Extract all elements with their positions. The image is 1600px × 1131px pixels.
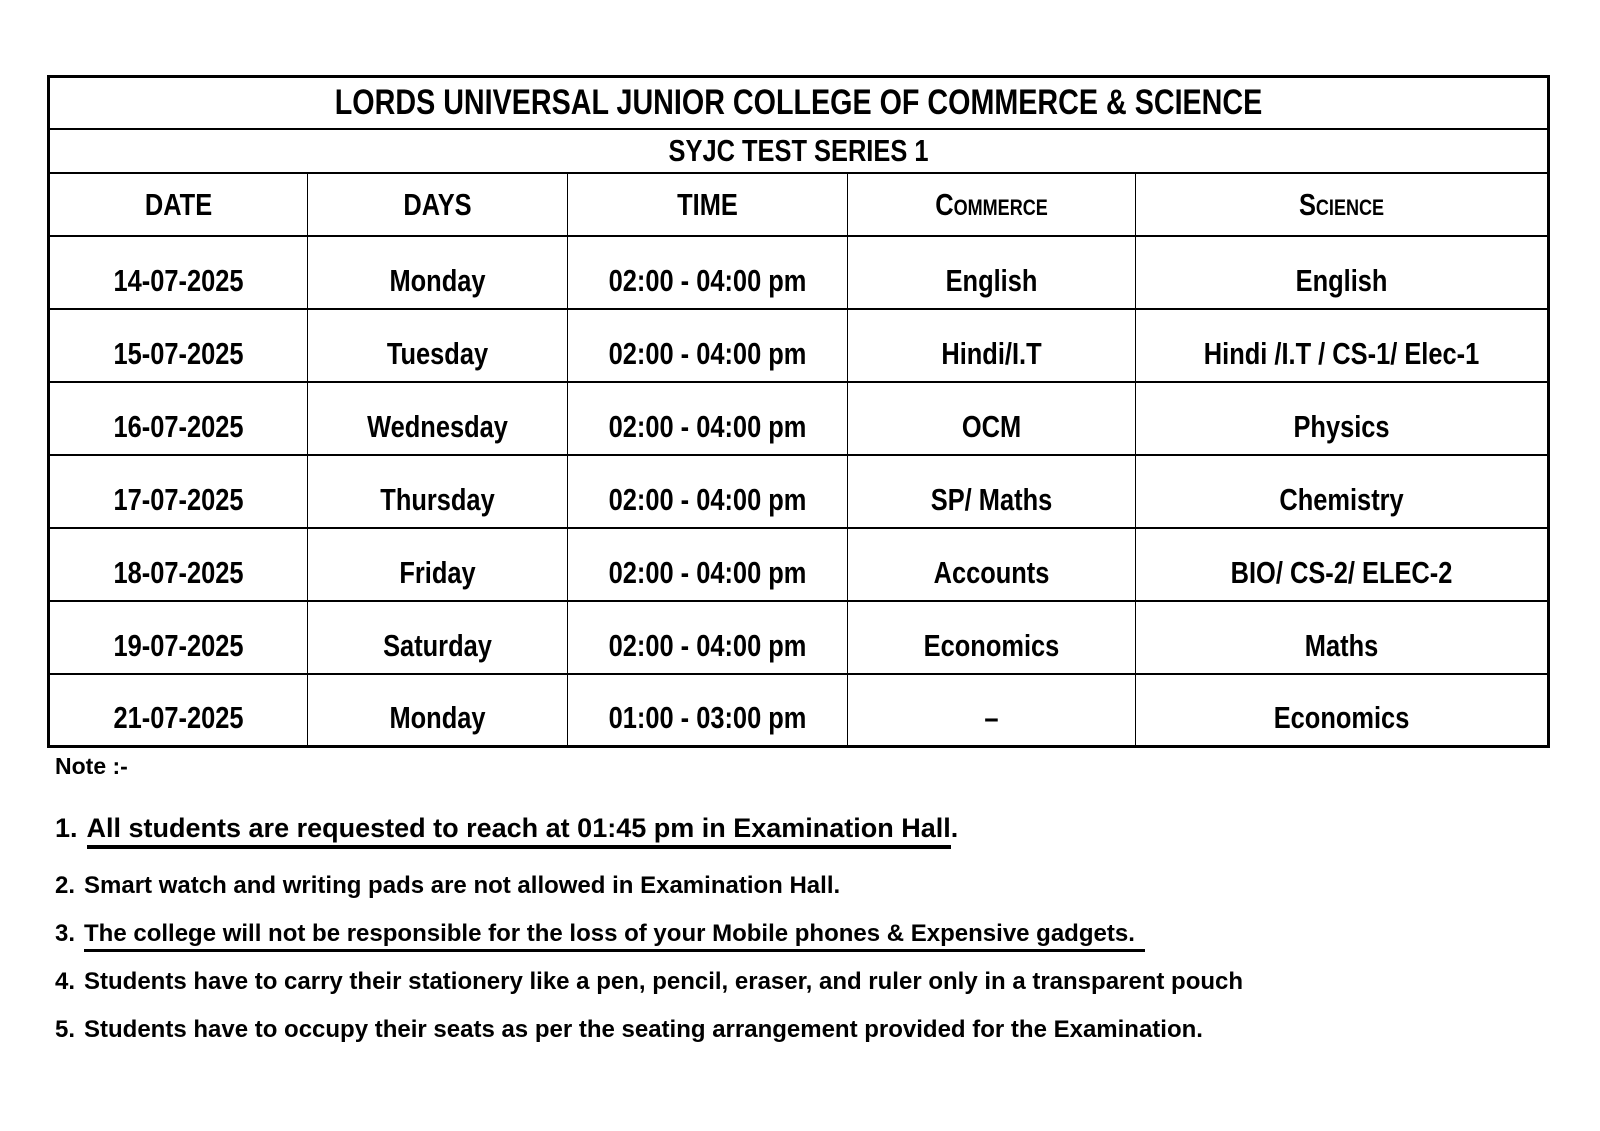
notes-section	[55, 752, 1555, 1045]
date-cell: 16-07-2025	[49, 382, 308, 455]
science-subject-cell: Chemistry	[1136, 455, 1549, 528]
time-cell: 02:00 - 04:00 pm	[568, 455, 848, 528]
time-cell: 02:00 - 04:00 pm	[568, 236, 848, 309]
date-cell: 19-07-2025	[49, 601, 308, 674]
date-cell: 17-07-2025	[49, 455, 308, 528]
header-commerce: Commerce	[848, 173, 1136, 236]
commerce-subject-cell: –	[848, 674, 1136, 747]
note-text: All students are requested to reach at 01:45 pm in Examination Hall	[87, 813, 951, 849]
college-title-text: LORDS UNIVERSAL JUNIOR COLLEGE OF COMMERCE & SCIENCE	[334, 82, 1263, 122]
note-number: 5.	[55, 1016, 76, 1043]
note-number: 2.	[55, 872, 76, 899]
day-cell: Monday	[308, 236, 568, 309]
test-series-subtitle-text: SYJC TEST SERIES 1	[668, 132, 929, 168]
science-subject-cell: Maths	[1136, 601, 1549, 674]
note-item	[55, 871, 1555, 901]
commerce-subject-cell: Economics	[848, 601, 1136, 674]
subtitle-row	[49, 129, 1549, 173]
college-title	[49, 77, 1549, 129]
date-cell: 15-07-2025	[49, 309, 308, 382]
header-date: DATE	[49, 173, 308, 236]
commerce-subject-cell: SP/ Maths	[848, 455, 1136, 528]
date-cell: 21-07-2025	[49, 674, 308, 747]
title-row	[49, 77, 1549, 129]
science-subject-cell: Hindi /I.T / CS-1/ Elec-1	[1136, 309, 1549, 382]
day-cell: Wednesday	[308, 382, 568, 455]
header-time: TIME	[568, 173, 848, 236]
table-row	[49, 455, 1549, 528]
note-text: Students have to occupy their seats as per the seating arrangement provided for the Examination.	[84, 1016, 1203, 1043]
table-row	[49, 674, 1549, 747]
note-item	[55, 967, 1555, 997]
note-item	[55, 1015, 1555, 1045]
day-cell: Friday	[308, 528, 568, 601]
table-header-row	[49, 173, 1549, 236]
note-suffix: .	[950, 813, 959, 843]
notes-label: Note :-	[55, 753, 128, 779]
note-text: Students have to carry their stationery like a pen, pencil, eraser, and ruler only in a transparent pouch	[84, 968, 1244, 995]
exam-timetable-table	[47, 75, 1550, 748]
day-cell: Thursday	[308, 455, 568, 528]
day-cell: Monday	[308, 674, 568, 747]
time-cell: 02:00 - 04:00 pm	[568, 382, 848, 455]
date-cell: 18-07-2025	[49, 528, 308, 601]
science-subject-cell: BIO/ CS-2/ ELEC-2	[1136, 528, 1549, 601]
time-cell: 02:00 - 04:00 pm	[568, 528, 848, 601]
day-cell: Saturday	[308, 601, 568, 674]
time-cell: 02:00 - 04:00 pm	[568, 309, 848, 382]
time-cell: 01:00 - 03:00 pm	[568, 674, 848, 747]
note-item	[55, 919, 1555, 949]
commerce-subject-cell: Hindi/I.T	[848, 309, 1136, 382]
table-row	[49, 382, 1549, 455]
table-row	[49, 309, 1549, 382]
note-text: Smart watch and writing pads are not allowed in Examination Hall.	[84, 872, 841, 899]
commerce-subject-cell: Accounts	[848, 528, 1136, 601]
date-cell: 14-07-2025	[49, 236, 308, 309]
science-subject-cell: English	[1136, 236, 1549, 309]
note-number: 3.	[55, 920, 76, 947]
commerce-subject-cell: OCM	[848, 382, 1136, 455]
table-row	[49, 601, 1549, 674]
time-cell: 02:00 - 04:00 pm	[568, 601, 848, 674]
note-text: The college will not be responsible for the loss of your Mobile phones & Expensive gadgets.	[84, 920, 1145, 952]
commerce-subject-cell: English	[848, 236, 1136, 309]
test-series-subtitle	[49, 129, 1549, 173]
day-cell: Tuesday	[308, 309, 568, 382]
header-science: Science	[1136, 173, 1549, 236]
note-number: 4.	[55, 968, 76, 995]
table-row	[49, 236, 1549, 309]
science-subject-cell: Economics	[1136, 674, 1549, 747]
header-days: DAYS	[308, 173, 568, 236]
note-number: 1.	[55, 813, 78, 843]
science-subject-cell: Physics	[1136, 382, 1549, 455]
note-item	[55, 811, 1555, 845]
table-row	[49, 528, 1549, 601]
